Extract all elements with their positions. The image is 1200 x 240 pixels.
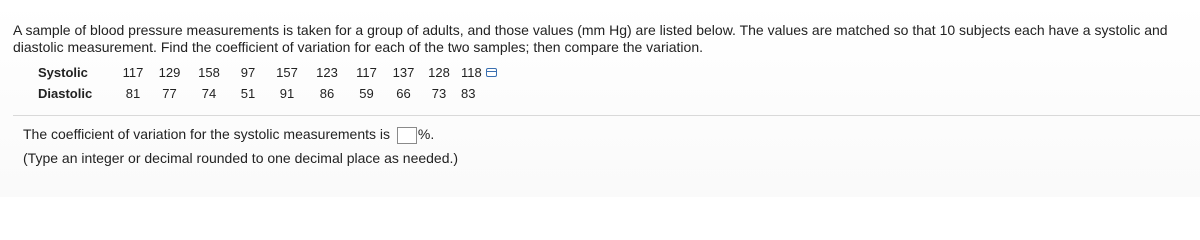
question-text: A sample of blood pressure measurements is taken for a group of adults, and those values (mm Hg) are listed below. The values are matched so that 10 subjects each have a systolic and diastolic measurement. Find the coefficient of variation for each of the two samples; then compare the variation. — [13, 22, 1168, 55]
table-cell: 73 — [431, 86, 447, 101]
copy-data-icon[interactable] — [486, 65, 497, 80]
systolic-row — [38, 62, 517, 83]
last-cell-with-icon — [457, 62, 517, 83]
table-cell: 137 — [392, 65, 415, 80]
table-cell: 158 — [198, 65, 220, 80]
table-cell: 77 — [162, 86, 177, 101]
row-label-diastolic: Diastolic — [38, 86, 93, 101]
table-cell: 91 — [279, 86, 295, 101]
table-cell: 123 — [316, 65, 338, 80]
table-cell: 83 — [461, 86, 476, 101]
diastolic-row — [38, 83, 517, 104]
answer-input-box[interactable] — [397, 127, 417, 144]
table-cell: 118 — [461, 64, 482, 80]
answer-prompt: The coefficient of variation for the systolic measurements is — [23, 126, 391, 142]
table-cell: 128 — [428, 65, 450, 80]
table-cell: 117 — [356, 65, 377, 80]
row-label-systolic: Systolic — [38, 65, 88, 80]
section-divider — [13, 115, 1200, 116]
table-cell: 59 — [359, 86, 374, 101]
table-cell: 66 — [396, 86, 411, 101]
table-cell: 117 — [122, 65, 144, 80]
answer-suffix: %. — [417, 126, 435, 142]
answer-line — [23, 125, 434, 144]
answer-hint: (Type an integer or decimal rounded to one decimal place as needed.) — [23, 150, 459, 166]
table-cell: 86 — [319, 86, 335, 101]
table-cell: 74 — [201, 86, 217, 101]
table-cell: 81 — [125, 86, 141, 101]
table-cell: 51 — [240, 86, 256, 101]
blood-pressure-table — [38, 62, 517, 104]
table-cell: 157 — [276, 65, 298, 80]
table-cell: 129 — [158, 65, 181, 80]
table-cell: 97 — [240, 65, 256, 80]
